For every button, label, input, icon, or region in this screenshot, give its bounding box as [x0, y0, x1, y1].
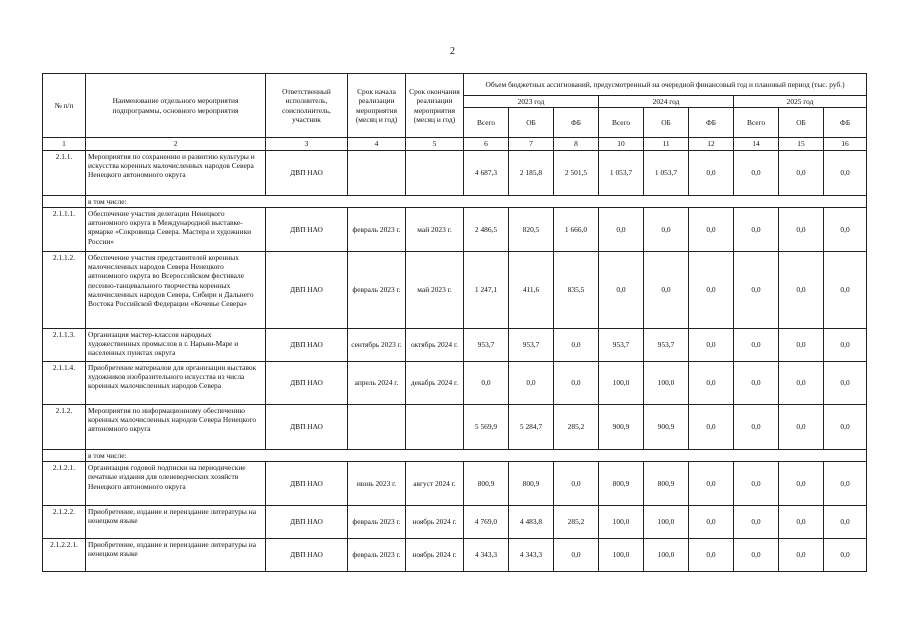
budget-value: 800,9	[464, 462, 509, 506]
activity-name: Приобретение, издание и переиздание литературы на ненецком языке	[86, 506, 266, 539]
table-row	[43, 207, 867, 251]
column-number: 11	[644, 138, 689, 150]
column-number-row	[43, 138, 867, 150]
row-number: 2.1.1.3.	[43, 328, 86, 361]
budget-value: 100,0	[644, 539, 689, 572]
table-note-row	[43, 449, 867, 461]
column-number: 2	[86, 138, 266, 150]
note-text: в том числе:	[86, 449, 867, 461]
budget-value: 5 569,9	[464, 404, 509, 449]
responsible-executor: ДВП НАО	[266, 207, 348, 251]
table-row	[43, 361, 867, 404]
budget-value: 0,0	[689, 462, 734, 506]
budget-value: 4 769,0	[464, 506, 509, 539]
header-responsible: Ответственный исполнитель, соисполнитель, участник	[266, 74, 348, 138]
budget-value: 0,0	[554, 328, 599, 361]
budget-value: 0,0	[734, 462, 779, 506]
activity-name: Обеспечение участия представителей коренных малочисленных народов Севера Ненецкого автономного округа во Всероссийском фестивале песенно-танцевального творчества коренных малочисленных народов Севера, Сибири и Дальнего Востока Российской Федерации «Кочевье Севера»	[86, 251, 266, 328]
budget-value: 0,0	[779, 539, 824, 572]
budget-value: 1 247,1	[464, 251, 509, 328]
budget-value: 0,0	[509, 361, 554, 404]
budget-value: 953,7	[644, 328, 689, 361]
table-row	[43, 404, 867, 449]
budget-value: 0,0	[824, 251, 867, 328]
row-number: 2.1.2.2.1.	[43, 539, 86, 572]
budget-value: 0,0	[824, 207, 867, 251]
header-end: Срок окончания реализации мероприятия (месяц и год)	[406, 74, 464, 138]
budget-value: 0,0	[689, 328, 734, 361]
responsible-executor: ДВП НАО	[266, 462, 348, 506]
budget-value: 1 666,0	[554, 207, 599, 251]
table-header	[43, 74, 867, 151]
budget-value: 100,0	[599, 361, 644, 404]
activity-name: Мероприятия по сохранению и развитию культуры и искусства коренных малочисленных народов Севера Ненецкого автономного округа	[86, 150, 266, 195]
budget-value: 0,0	[734, 404, 779, 449]
column-number: 4	[348, 138, 406, 150]
budget-value: 0,0	[734, 539, 779, 572]
budget-value: 0,0	[779, 506, 824, 539]
table-row	[43, 462, 867, 506]
header-year: 2023 год	[464, 96, 599, 108]
budget-value: 0,0	[689, 251, 734, 328]
budget-value: 0,0	[779, 251, 824, 328]
table-row	[43, 251, 867, 328]
table-row	[43, 150, 867, 195]
header-sub: Всего	[464, 108, 509, 138]
column-number: 14	[734, 138, 779, 150]
budget-value: 0,0	[779, 150, 824, 195]
budget-value: 100,0	[599, 539, 644, 572]
budget-value: 2 486,5	[464, 207, 509, 251]
header-num: № п/п	[43, 74, 86, 138]
budget-value: 900,9	[599, 404, 644, 449]
budget-value: 0,0	[554, 361, 599, 404]
budget-value: 4 687,3	[464, 150, 509, 195]
column-number: 15	[779, 138, 824, 150]
budget-value: 0,0	[824, 506, 867, 539]
start-date: февраль 2023 г.	[348, 506, 406, 539]
header-sub: ФБ	[689, 108, 734, 138]
budget-value: 0,0	[644, 207, 689, 251]
budget-value: 0,0	[554, 462, 599, 506]
budget-value: 0,0	[824, 462, 867, 506]
activity-name: Организация годовой подписки на периодические печатные издания для оленеводческих хозяйств Ненецкого автономного округа	[86, 462, 266, 506]
header-name: Наименование отдельного мероприятия подпрограммы, основного мероприятия	[86, 74, 266, 138]
row-number: 2.1.1.4.	[43, 361, 86, 404]
row-number: 2.1.1.1.	[43, 207, 86, 251]
header-sub: ФБ	[824, 108, 867, 138]
start-date: февраль 2023 г.	[348, 207, 406, 251]
header-sub: ФБ	[554, 108, 599, 138]
budget-value: 0,0	[779, 404, 824, 449]
header-year: 2025 год	[734, 96, 867, 108]
note-blank-cell	[43, 195, 86, 207]
budget-value: 5 284,7	[509, 404, 554, 449]
activity-name: Обеспечение участия делегации Ненецкого автономного округа в Международной выставке-ярмарке «Сокровища Севера. Мастера и художники России»	[86, 207, 266, 251]
budget-value: 0,0	[779, 207, 824, 251]
budget-value: 800,9	[509, 462, 554, 506]
row-number: 2.1.2.	[43, 404, 86, 449]
budget-value: 0,0	[734, 361, 779, 404]
column-number: 3	[266, 138, 348, 150]
budget-value: 0,0	[689, 404, 734, 449]
budget-value: 411,6	[509, 251, 554, 328]
budget-value: 0,0	[689, 361, 734, 404]
budget-value: 0,0	[824, 539, 867, 572]
end-date: май 2023 г.	[406, 207, 464, 251]
budget-value: 0,0	[689, 539, 734, 572]
budget-value: 0,0	[734, 328, 779, 361]
end-date	[406, 404, 464, 449]
end-date: декабрь 2024 г.	[406, 361, 464, 404]
header-sub: ОБ	[779, 108, 824, 138]
column-number: 5	[406, 138, 464, 150]
row-number: 2.1.2.1.	[43, 462, 86, 506]
header-sub: Всего	[734, 108, 779, 138]
budget-value: 0,0	[779, 361, 824, 404]
budget-value: 800,9	[644, 462, 689, 506]
page-number: 2	[450, 46, 455, 57]
column-number: 16	[824, 138, 867, 150]
responsible-executor: ДВП НАО	[266, 539, 348, 572]
budget-value: 0,0	[734, 251, 779, 328]
header-start: Срок начала реализации мероприятия (месяц и год)	[348, 74, 406, 138]
budget-table	[42, 73, 867, 572]
note-text: в том числе:	[86, 195, 867, 207]
end-date: август 2024 г.	[406, 462, 464, 506]
budget-value: 0,0	[554, 539, 599, 572]
budget-value: 285,2	[554, 506, 599, 539]
end-date	[406, 150, 464, 195]
budget-value: 0,0	[689, 207, 734, 251]
start-date	[348, 404, 406, 449]
header-budget: Объем бюджетных ассигнований, предусмотренный на очередной финансовый год и плановый период (тыс. руб.)	[464, 74, 867, 96]
column-number: 7	[509, 138, 554, 150]
end-date: октябрь 2024 г.	[406, 328, 464, 361]
budget-value: 100,0	[644, 361, 689, 404]
row-number: 2.1.1.	[43, 150, 86, 195]
budget-value: 2 185,8	[509, 150, 554, 195]
start-date	[348, 150, 406, 195]
budget-value: 0,0	[824, 361, 867, 404]
budget-value: 0,0	[824, 404, 867, 449]
responsible-executor: ДВП НАО	[266, 506, 348, 539]
budget-value: 0,0	[734, 207, 779, 251]
budget-value: 800,9	[599, 462, 644, 506]
budget-value: 0,0	[689, 506, 734, 539]
header-year: 2024 год	[599, 96, 734, 108]
budget-value: 953,7	[464, 328, 509, 361]
activity-name: Приобретение материалов для организации выставок художников изобразительного искусства из числа коренных малочисленных народов Севера	[86, 361, 266, 404]
budget-value: 1 053,7	[644, 150, 689, 195]
note-blank-cell	[43, 449, 86, 461]
budget-value: 100,0	[644, 506, 689, 539]
row-number: 2.1.1.2.	[43, 251, 86, 328]
budget-value: 0,0	[599, 207, 644, 251]
budget-value: 0,0	[734, 150, 779, 195]
table-row	[43, 506, 867, 539]
budget-value: 0,0	[599, 251, 644, 328]
budget-value: 0,0	[734, 506, 779, 539]
budget-value: 0,0	[644, 251, 689, 328]
end-date: ноябрь 2024 г.	[406, 539, 464, 572]
start-date: июнь 2023 г.	[348, 462, 406, 506]
responsible-executor: ДВП НАО	[266, 150, 348, 195]
start-date: февраль 2023 г.	[348, 539, 406, 572]
header-sub: Всего	[599, 108, 644, 138]
table-note-row	[43, 195, 867, 207]
budget-value: 820,5	[509, 207, 554, 251]
end-date: май 2023 г.	[406, 251, 464, 328]
column-number: 6	[464, 138, 509, 150]
header-sub: ОБ	[644, 108, 689, 138]
budget-value: 100,0	[599, 506, 644, 539]
start-date: апрель 2024 г.	[348, 361, 406, 404]
budget-value: 0,0	[689, 150, 734, 195]
table-row	[43, 328, 867, 361]
budget-value: 0,0	[779, 328, 824, 361]
header-sub: ОБ	[509, 108, 554, 138]
column-number: 10	[599, 138, 644, 150]
end-date: ноябрь 2024 г.	[406, 506, 464, 539]
start-date: февраль 2023 г.	[348, 251, 406, 328]
responsible-executor: ДВП НАО	[266, 251, 348, 328]
responsible-executor: ДВП НАО	[266, 361, 348, 404]
column-number: 1	[43, 138, 86, 150]
budget-value: 0,0	[464, 361, 509, 404]
budget-value: 4 343,3	[464, 539, 509, 572]
budget-value: 4 343,3	[509, 539, 554, 572]
responsible-executor: ДВП НАО	[266, 404, 348, 449]
start-date: сентябрь 2023 г.	[348, 328, 406, 361]
activity-name: Организация мастер-классов народных художественных промыслов в г. Нарьян-Маре и населенных пунктах округа	[86, 328, 266, 361]
budget-value: 285,2	[554, 404, 599, 449]
column-number: 8	[554, 138, 599, 150]
table-row	[43, 539, 867, 572]
budget-value: 835,5	[554, 251, 599, 328]
budget-value: 0,0	[824, 328, 867, 361]
row-number: 2.1.2.2.	[43, 506, 86, 539]
budget-value: 953,7	[509, 328, 554, 361]
responsible-executor: ДВП НАО	[266, 328, 348, 361]
column-number: 12	[689, 138, 734, 150]
table-body	[43, 150, 867, 572]
budget-value: 0,0	[779, 462, 824, 506]
activity-name: Приобретение, издание и переиздание литературы на ненецком языке	[86, 539, 266, 572]
budget-value: 2 501,5	[554, 150, 599, 195]
budget-value: 4 483,8	[509, 506, 554, 539]
budget-value: 1 053,7	[599, 150, 644, 195]
budget-value: 0,0	[824, 150, 867, 195]
activity-name: Мероприятия по информационному обеспечению коренных малочисленных народов Севера Ненецкого автономного округа	[86, 404, 266, 449]
budget-value: 953,7	[599, 328, 644, 361]
budget-value: 900,9	[644, 404, 689, 449]
